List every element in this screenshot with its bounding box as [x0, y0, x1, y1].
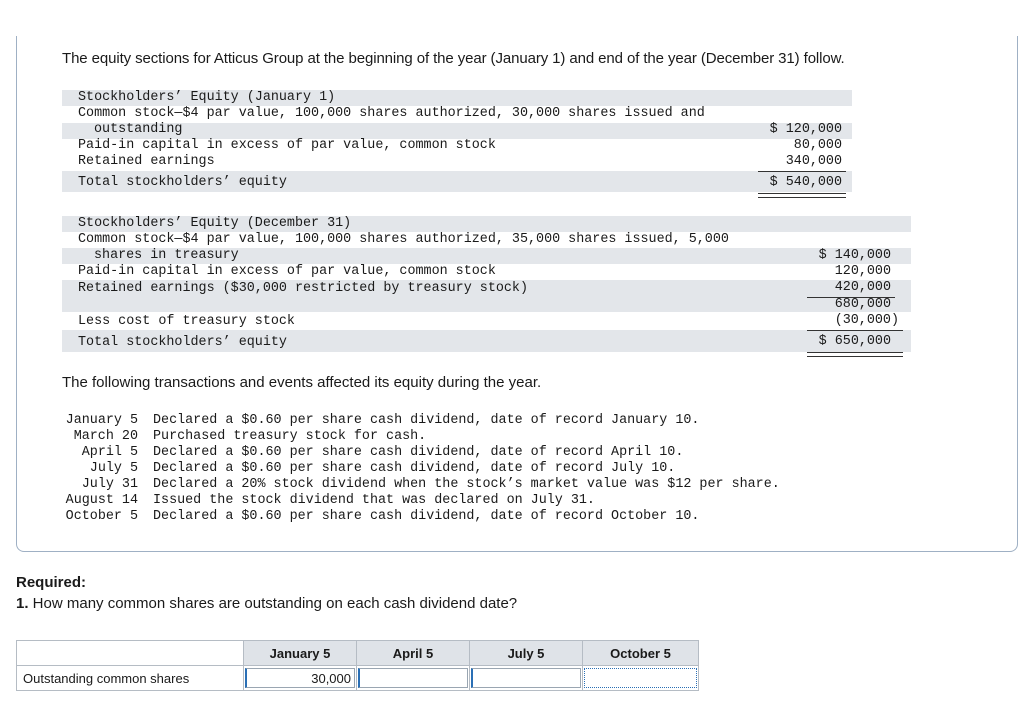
question-number: 1. [16, 595, 29, 612]
question-1 [16, 595, 517, 612]
col-header-october-5: October 5 [583, 641, 699, 666]
treasury-stock-value: (30,000) [834, 313, 899, 328]
july-5-input[interactable] [471, 668, 581, 688]
transactions-list [62, 413, 822, 529]
apic-label: Paid-in capital in excess of par value, common stock [78, 138, 496, 153]
april-5-input[interactable] [358, 668, 468, 688]
txn-desc: Declared a $0.60 per share cash dividend, date of record October 10. [153, 509, 700, 524]
blank-header [17, 641, 244, 666]
equity-jan-table [62, 90, 862, 196]
section-title: Stockholders’ Equity (January 1) [78, 90, 336, 105]
common-stock-value: $ 140,000 [818, 248, 891, 263]
double-underline [758, 193, 846, 198]
retained-earnings-label: Retained earnings [78, 154, 215, 169]
answer-cell [357, 666, 470, 691]
section-title: Stockholders’ Equity (December 31) [78, 216, 352, 231]
total-equity-label: Total stockholders’ equity [78, 335, 287, 350]
txn-date: March 20 [73, 429, 138, 444]
txn-desc: Declared a $0.60 per share cash dividend, date of record January 10. [153, 413, 700, 428]
col-header-april-5: April 5 [357, 641, 470, 666]
txn-desc: Declared a 20% stock dividend when the stock’s market value was $12 per share. [153, 477, 780, 492]
underline [758, 171, 846, 172]
underline [807, 330, 903, 331]
common-stock-label-cont: outstanding [94, 122, 183, 137]
txn-date: July 31 [81, 477, 138, 492]
txn-desc: Declared a $0.60 per share cash dividend, date of record April 10. [153, 445, 684, 460]
retained-earnings-label: Retained earnings ($30,000 restricted by treasury stock) [78, 281, 528, 296]
apic-label: Paid-in capital in excess of par value, common stock [78, 264, 496, 279]
col-header-july-5: July 5 [470, 641, 583, 666]
total-equity-value: $ 540,000 [769, 175, 842, 190]
intro-text: The equity sections for Atticus Group at the beginning of the year (January 1) and end of the year (December 31) follow. [62, 50, 845, 67]
required-heading: Required: [16, 574, 87, 591]
subtotal-value: 680,000 [834, 297, 891, 312]
equity-dec-table [62, 216, 912, 356]
answer-cell [583, 666, 699, 691]
txn-desc: Purchased treasury stock for cash. [153, 429, 427, 444]
total-equity-label: Total stockholders’ equity [78, 175, 287, 190]
answer-cell [244, 666, 357, 691]
apic-value: 80,000 [793, 138, 842, 153]
treasury-stock-label: Less cost of treasury stock [78, 314, 295, 329]
txn-date: July 5 [89, 461, 138, 476]
txn-date: August 14 [65, 493, 138, 508]
january-5-input[interactable]: 30,000 [245, 668, 355, 688]
common-stock-value: $ 120,000 [769, 122, 842, 137]
double-underline [807, 352, 903, 357]
retained-earnings-value: 340,000 [785, 154, 842, 169]
txn-date: October 5 [65, 509, 138, 524]
answer-cell [470, 666, 583, 691]
txn-date: April 5 [81, 445, 138, 460]
common-stock-label: Common stock—$4 par value, 100,000 shares authorized, 35,000 shares issued, 5,000 [78, 232, 729, 247]
common-stock-label: Common stock—$4 par value, 100,000 shares authorized, 30,000 shares issued and [78, 106, 705, 121]
common-stock-label-cont: shares in treasury [94, 248, 239, 263]
answer-row [17, 666, 699, 691]
txn-desc: Declared a $0.60 per share cash dividend, date of record July 10. [153, 461, 676, 476]
txn-desc: Issued the stock dividend that was declared on July 31. [153, 493, 595, 508]
row-label: Outstanding common shares [17, 666, 244, 691]
col-header-january-5: January 5 [244, 641, 357, 666]
txn-date: January 5 [65, 413, 138, 428]
answer-table [16, 640, 699, 691]
retained-earnings-value: 420,000 [834, 280, 891, 295]
question-text: How many common shares are outstanding on each cash dividend date? [28, 595, 518, 612]
total-equity-value: $ 650,000 [818, 334, 891, 349]
transactions-intro: The following transactions and events affected its equity during the year. [62, 374, 542, 391]
apic-value: 120,000 [834, 264, 891, 279]
answer-header-row [17, 641, 699, 666]
october-5-input[interactable] [584, 668, 697, 688]
